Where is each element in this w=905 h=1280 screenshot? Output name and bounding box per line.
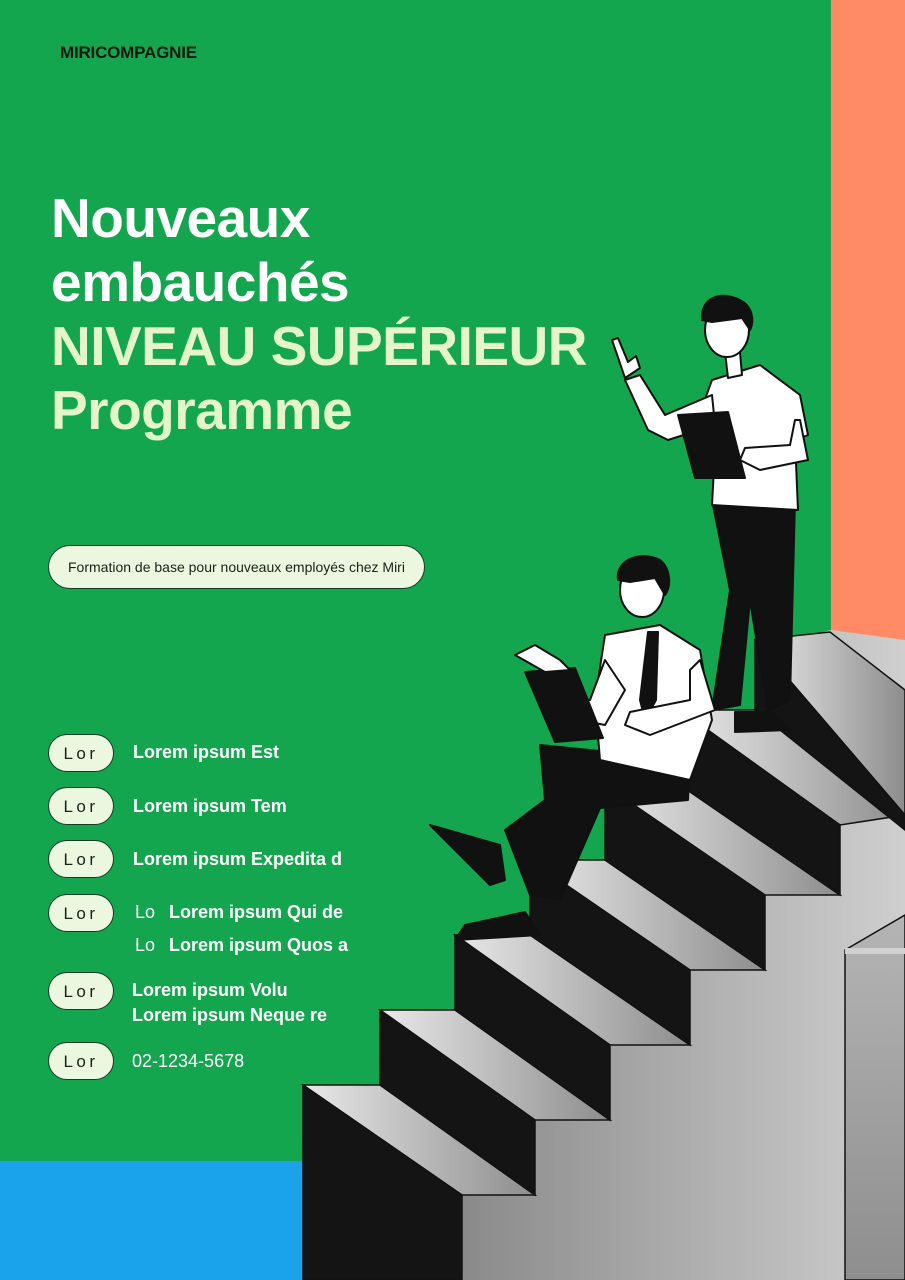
item-text: Lorem ipsum Tem <box>133 796 287 816</box>
item-text: Lorem ipsum Est <box>133 742 280 762</box>
sub-item-prefix: Lo <box>135 935 156 955</box>
item-tag: Lor <box>48 972 114 1010</box>
sub-item-prefix: Lo <box>135 902 156 922</box>
page-title <box>51 186 587 442</box>
item-tag: Lor <box>48 1042 114 1080</box>
item-line: Lorem ipsum Neque re <box>132 1005 328 1025</box>
item-tag: Lor <box>48 894 114 932</box>
brand-name: MIRICOMPAGNIE <box>60 43 197 62</box>
sub-item-text: Lorem ipsum Quos a <box>169 935 349 955</box>
title-line-2: embauchés <box>51 251 350 313</box>
item-tag: Lor <box>48 734 114 772</box>
title-line-1: Nouveaux <box>51 187 310 249</box>
title-line-4: Programme <box>51 379 353 441</box>
title-line-3: NIVEAU SUPÉRIEUR <box>51 315 587 377</box>
item-text: Lorem ipsum Expedita d <box>133 849 343 869</box>
sub-item-text: Lorem ipsum Qui de <box>169 902 344 922</box>
phone-number: 02-1234-5678 <box>132 1051 245 1071</box>
item-line: Lorem ipsum Volu <box>132 980 288 1000</box>
subtitle-badge: Formation de base pour nouveaux employés chez Miri <box>48 545 425 589</box>
item-tag: Lor <box>48 787 114 825</box>
item-tag: Lor <box>48 840 114 878</box>
